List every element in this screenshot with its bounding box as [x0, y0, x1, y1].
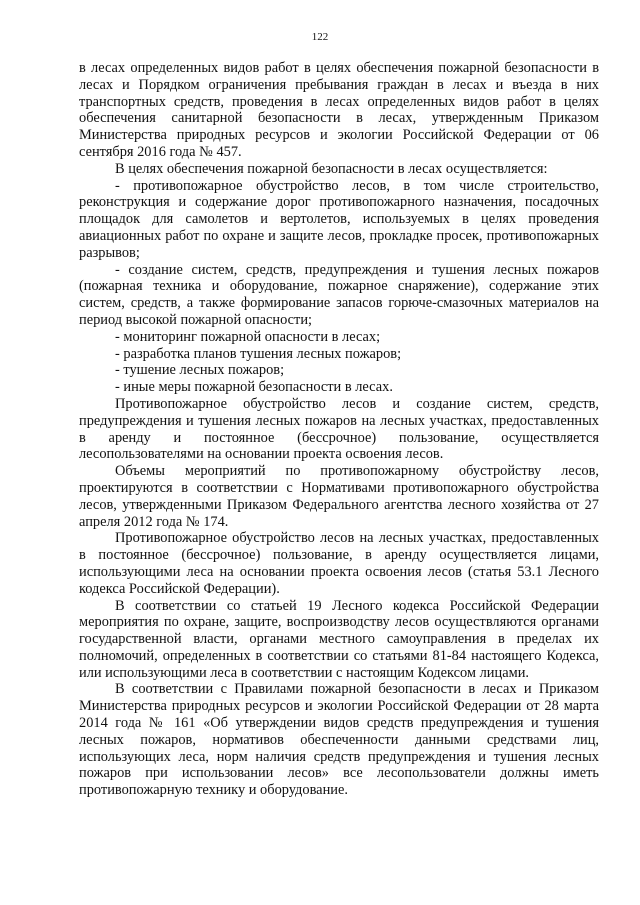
list-item-extinguishing: - тушение лесных пожаров;: [115, 362, 285, 379]
page-number: 122: [311, 31, 329, 43]
list-item-fire-systems: - создание систем, средств, предупреждения и тушения лесных пожаров (пожарная техника и оборудование, пожарное снаряжение), содержание этих систем, средств, а также формирование запасов горюче-смазочных материалов на период высокой пожарной опасности;: [79, 261, 599, 328]
list-item-plans: - разработка планов тушения лесных пожаров;: [115, 345, 402, 362]
list-item-monitoring: - мониторинг пожарной опасности в лесах;: [115, 328, 381, 345]
list-item-fire-infrastructure: - противопожарное обустройство лесов, в том числе строительство, реконструкция и содержание дорог противопожарного назначения, посадочных площадок для самолетов и вертолетов, используемых в целях проведения авиационных работ по охране и защите лесов, прокладке просек, противопожарных разрывов;: [79, 177, 599, 261]
document-body: [79, 60, 599, 799]
paragraph-fire-safety-measures: В целях обеспечения пожарной безопасности в лесах осуществляется:: [115, 160, 548, 177]
paragraph-rules-order-161: В соответствии с Правилами пожарной безопасности в лесах и Приказом Министерства природных ресурсов и экологии Российской Федерации от 28 марта 2014 года № 161 «Об утверждении видов средств предупреждения и тушения лесных пожаров, нормативов обеспеченности данными средствами лиц, использующих леса, норм наличия средств предупреждения и тушения лесных пожаров при использовании лесов» все лесопользователи должны иметь противопожарную технику и оборудование.: [79, 681, 599, 799]
paragraph-fire-prevention-leasing: Противопожарное обустройство лесов и создание систем, средств, предупреждения и тушения лесных пожаров на лесных участках, предоставленных в аренду и постоянное (бессрочное) пользование, осуществляется лесопользователями на основании проекта освоения лесов.: [79, 395, 599, 463]
paragraph-intro-continuation: в лесах определенных видов работ в целях обеспечения пожарной безопасности в лесах и Порядком ограничения пребывания граждан в лесах и въезда в них транспортных средств, проведения в лесах определенных видов работ в целях обеспечения санитарной безопасности в лесах, утвержденным Приказом Министерства природных ресурсов и экологии Российской Федерации от 06 сентября 2016 года № 457.: [79, 60, 599, 160]
list-item-other-measures: - иные меры пожарной безопасности в лесах.: [115, 379, 393, 396]
paragraph-article-19: В соответствии со статьей 19 Лесного кодекса Российской Федерации мероприятия по охране, защите, воспроизводству лесов осуществляются органами государственной власти, органами местного самоуправления в пределах их полномочий, определенных в соответствии со статьями 81-84 настоящего Кодекса, или использующими леса в соответствии с настоящим Кодексом лицами.: [79, 597, 599, 681]
paragraph-permanent-use: Противопожарное обустройство лесов на лесных участках, предоставленных в постоянное (бессрочное) пользование, в аренду осуществляется лицами, использующими леса на основании проекта освоения лесов (статья 53.1 Лесного кодекса Российской Федерации).: [79, 530, 599, 597]
paragraph-volumes-norms: Объемы мероприятий по противопожарному обустройству лесов, проектируются в соответствии с Нормативами противопожарного обустройства лесов, утвержденными Приказом Федерального агентства лесного хозяйства от 27 апреля 2012 года № 174.: [79, 463, 599, 530]
